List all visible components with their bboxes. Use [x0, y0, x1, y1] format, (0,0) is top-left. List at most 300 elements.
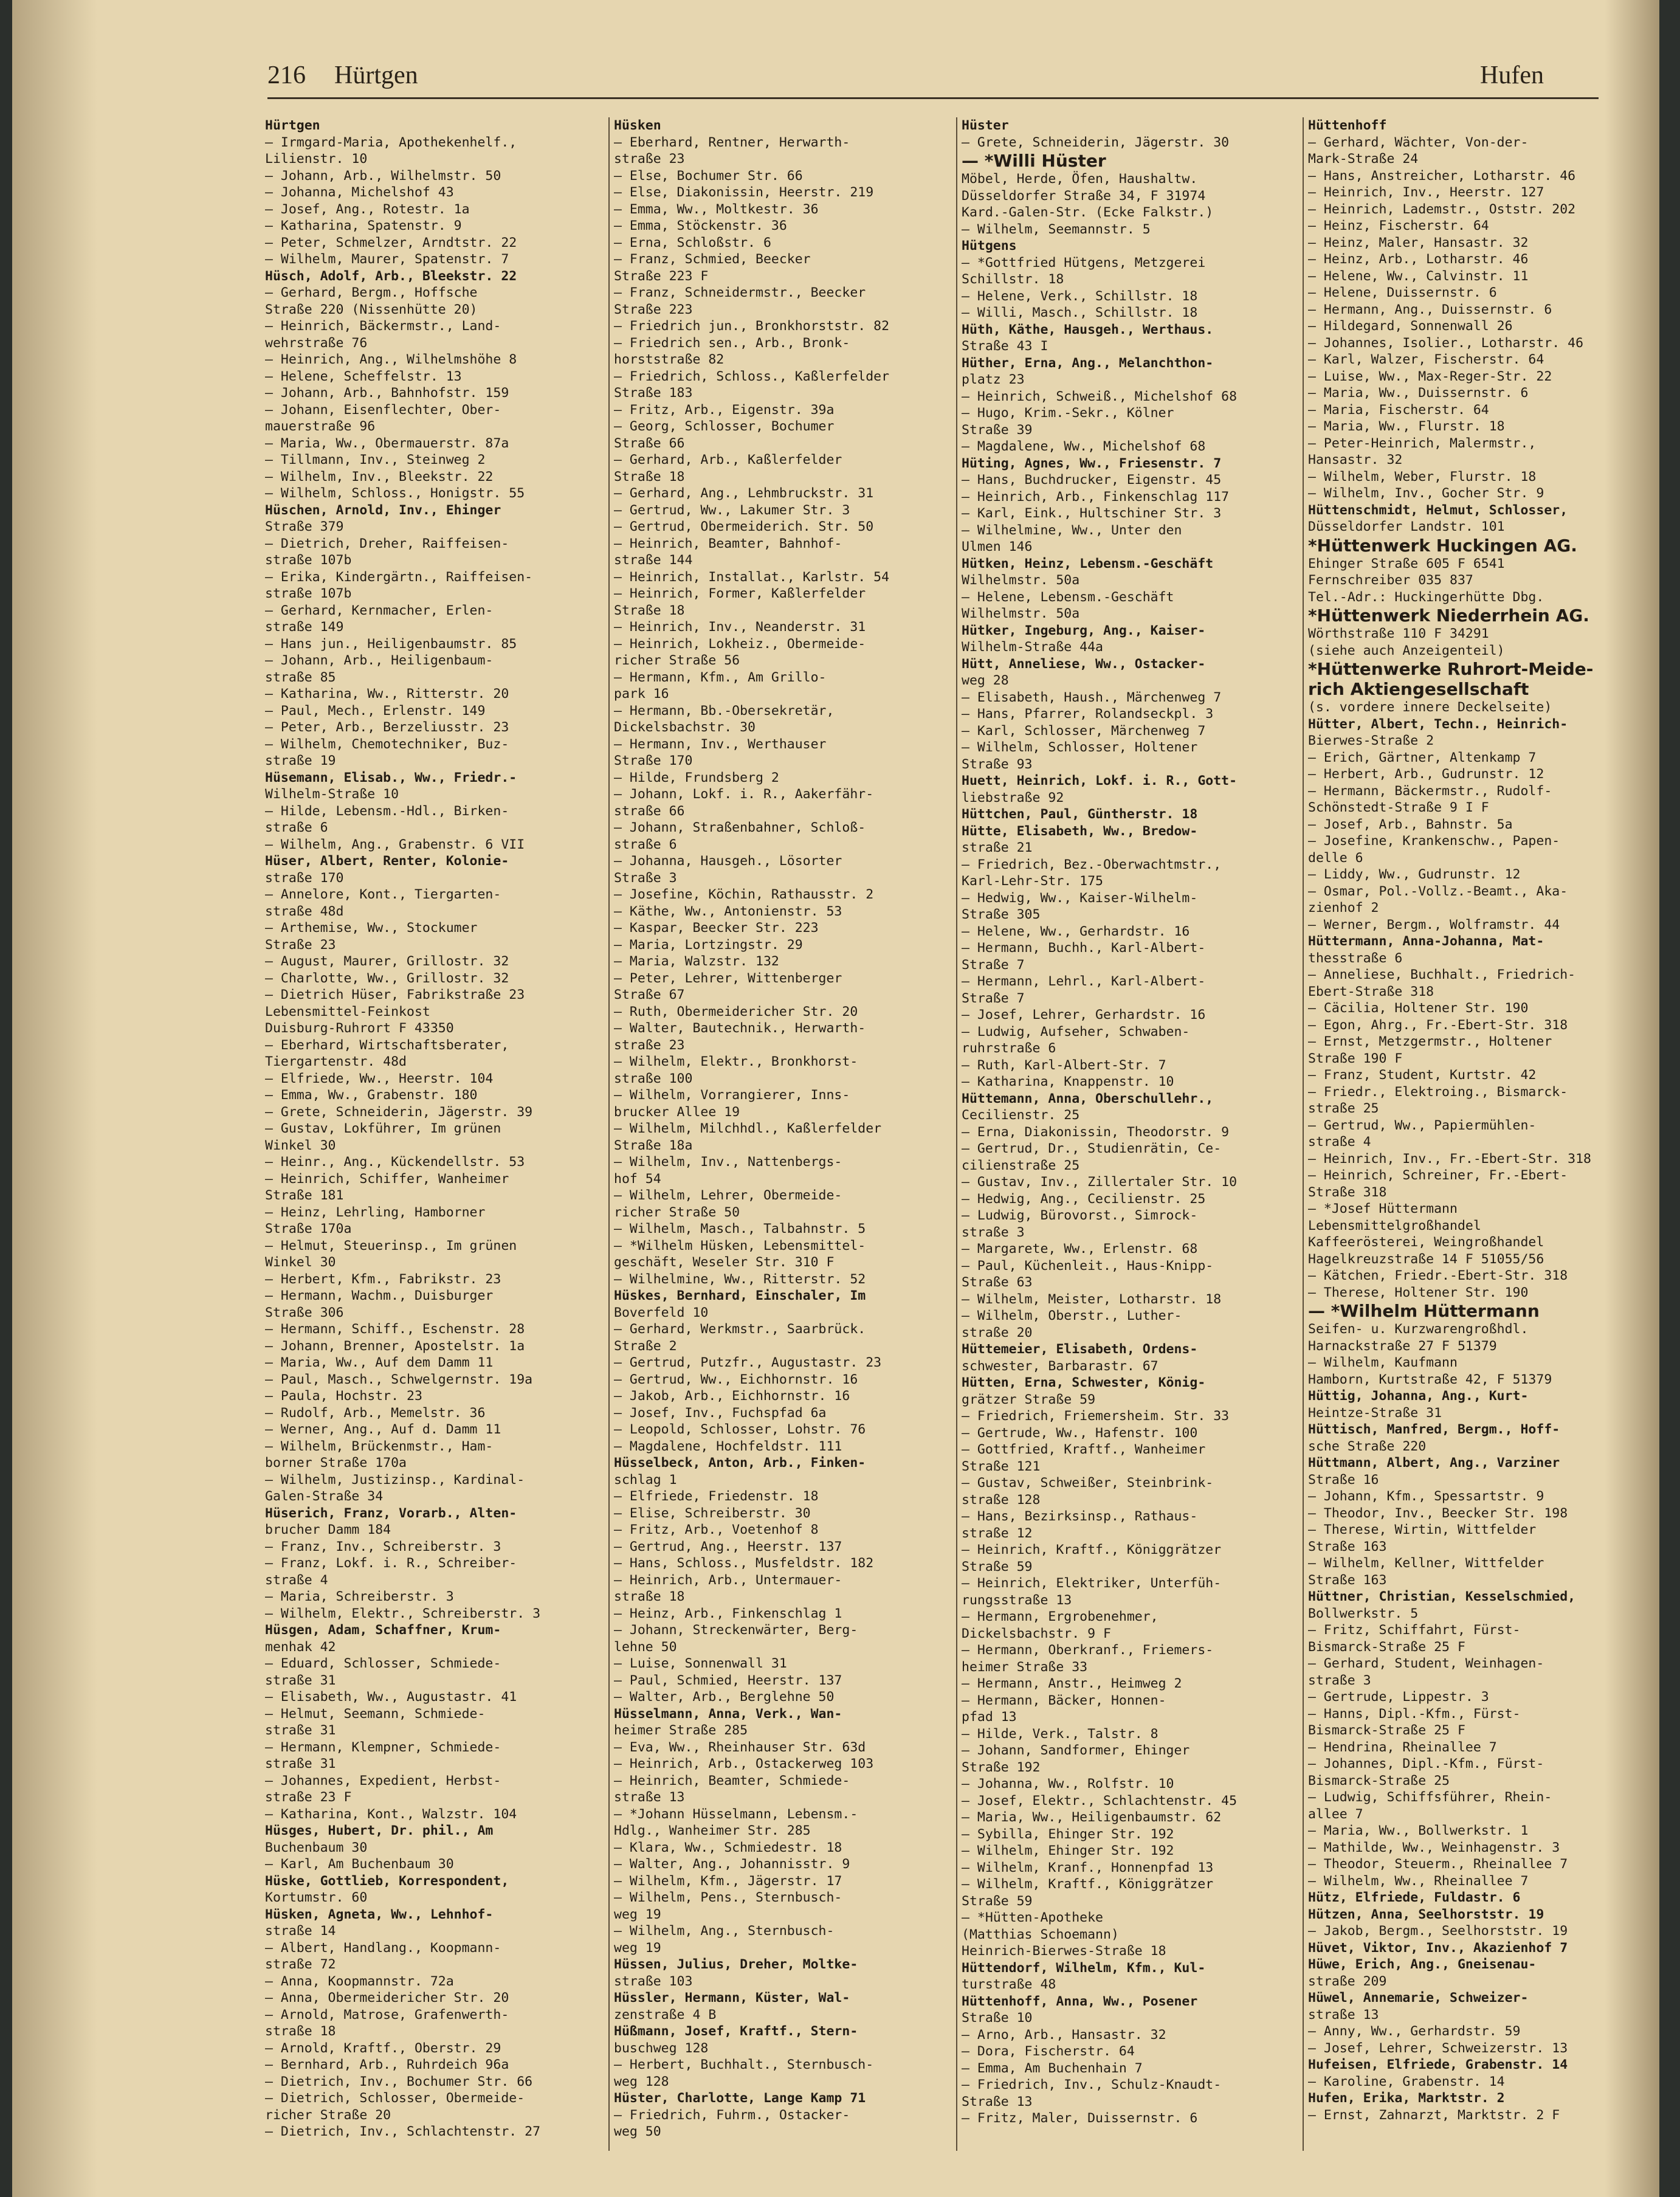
- entry-line: — Gertrud, Ww., Papiermühlen-: [1308, 1117, 1537, 1133]
- entry-heading: Hüttmann, Albert, Ang., Varziner: [1308, 1455, 1560, 1471]
- entry-line: — Helene, Duissernstr. 6: [1308, 285, 1497, 300]
- entry-heading: Hüsch, Adolf, Arb., Bleekstr. 22: [265, 268, 517, 284]
- entry-line: thesstraße 6: [1308, 950, 1403, 966]
- entry-line: — Hans, Pfarrer, Rolandseckpl. 3: [962, 706, 1214, 722]
- entry-line: — Heinrich, Schiffer, Wanheimer: [265, 1171, 509, 1187]
- entry-line: — Heinrich, Inv., Heerstr. 127: [1308, 185, 1544, 200]
- entry-heading: Hüssen, Julius, Dreher, Moltke-: [614, 1957, 858, 1972]
- entry-line: Cecilienstr. 25: [962, 1108, 1080, 1123]
- entry-line: — Gustav, Inv., Zillertaler Str. 10: [962, 1174, 1238, 1190]
- entry-line: Wilhelmstr. 50a: [962, 573, 1080, 588]
- entry-line: — Elfriede, Ww., Heerstr. 104: [265, 1071, 494, 1086]
- entry-line: — Franz, Schmied, Beecker: [614, 252, 811, 267]
- entry-line: — Gustav, Lokführer, Im grünen: [265, 1121, 501, 1136]
- entry-heading: Hütte, Elisabeth, Ww., Bredow-: [962, 823, 1198, 839]
- entry-line: Ulmen 146: [962, 539, 1033, 554]
- entry-line: — Herbert, Arb., Gudrunstr. 12: [1308, 767, 1544, 782]
- entry-line: — Johanna, Hausgeh., Lösorter: [614, 854, 842, 869]
- entry-line: Straße 67: [614, 987, 685, 1002]
- entry-line: buschweg 128: [614, 2040, 709, 2056]
- entry-heading: Hüser, Albert, Renter, Kolonie-: [265, 854, 509, 869]
- entry-line: — Maria, Ww., Duissernstr. 6: [1308, 385, 1529, 401]
- entry-line: — Erika, Kindergärtn., Raiffeisen-: [265, 569, 533, 585]
- entry-line: — Hans, Bezirksinsp., Rathaus-: [962, 1509, 1198, 1524]
- entry-line: — Gottfried, Kraftf., Wanheimer: [962, 1442, 1206, 1457]
- entry-line: — Peter, Arb., Berzeliusstr. 23: [265, 720, 509, 735]
- entry-line: — Friedr., Elektroing., Bismarck-: [1308, 1084, 1568, 1100]
- entry-line: straße 14: [265, 1923, 336, 1939]
- entry-line: — Karl, Schlosser, Märchenweg 7: [962, 723, 1206, 739]
- entry-line: — Hermann, Lehrl., Karl-Albert-: [962, 974, 1206, 989]
- entry-line: — Ernst, Metzgermstr., Holtener: [1308, 1034, 1552, 1049]
- entry-line: — Hans jun., Heiligenbaumstr. 85: [265, 636, 517, 652]
- entry-line: — Magdalene, Hochfeldstr. 111: [614, 1438, 842, 1454]
- entry-line: — *Gottfried Hütgens, Metzgerei: [962, 255, 1206, 271]
- entry-line: straße 6: [614, 836, 677, 852]
- entry-line: — Gertrud, Putzfr., Augustastr. 23: [614, 1355, 882, 1370]
- entry-line: — Paul, Mech., Erlenstr. 149: [265, 703, 486, 719]
- entry-line: straße 6: [265, 820, 328, 835]
- entry-heading: Hütgens: [962, 238, 1017, 254]
- entry-line: schlag 1: [614, 1472, 677, 1488]
- entry-line: — Peter, Schmelzer, Arndtstr. 22: [265, 235, 517, 250]
- entry-line: — Cäcilia, Holtener Str. 190: [1308, 1001, 1529, 1016]
- entry-heading: Hüsselbeck, Anton, Arb., Finken-: [614, 1455, 866, 1471]
- entry-line: Winkel 30: [265, 1255, 336, 1270]
- entry-line: weg 128: [614, 2074, 669, 2089]
- entry-line: — Friedrich, Inv., Schulz-Knaudt-: [962, 2077, 1222, 2092]
- entry-line: — Theodor, Steuerm., Rheinallee 7: [1308, 1857, 1568, 1872]
- entry-heading: Hüting, Agnes, Ww., Friesenstr. 7: [962, 455, 1222, 471]
- entry-heading: — *Wilhelm Hüttermann: [1308, 1301, 1540, 1321]
- column-divider: [956, 117, 957, 2151]
- column-divider: [608, 117, 610, 2151]
- entry-line: straße 48d: [265, 903, 344, 919]
- entry-line: Mark-Straße 24: [1308, 151, 1419, 167]
- entry-line: Straße 121: [962, 1458, 1041, 1474]
- entry-heading: Hüwe, Erich, Ang., Gneisenau-: [1308, 1957, 1537, 1972]
- entry-line: Seifen- u. Kurzwarengroßhdl.: [1308, 1322, 1529, 1337]
- entry-line: — Wilhelm, Brückenmstr., Ham-: [265, 1438, 494, 1454]
- entry-line: — Johann, Straßenbahner, Schloß-: [614, 820, 866, 835]
- entry-heading: Hüßmann, Josef, Kraftf., Stern-: [614, 2024, 858, 2039]
- entry-line: — Karl, Eink., Hultschiner Str. 3: [962, 506, 1222, 521]
- entry-line: Straße 18a: [614, 1137, 693, 1153]
- entry-line: Kortumstr. 60: [265, 1890, 368, 1905]
- entry-line: — Heinrich, Arb., Untermauer-: [614, 1572, 842, 1588]
- entry-heading: Hüssler, Hermann, Küster, Wal-: [614, 1990, 850, 2006]
- entry-line: — *Johann Hüsselmann, Lebensm.-: [614, 1806, 858, 1822]
- entry-line: turstraße 48: [962, 1977, 1056, 1992]
- entry-line: pfad 13: [962, 1709, 1017, 1725]
- entry-line: — Erna, Schloßstr. 6: [614, 235, 771, 250]
- entry-line: — Johann, Sandformer, Ehinger: [962, 1743, 1190, 1758]
- entry-line: — Hermann, Buchh., Karl-Albert-: [962, 940, 1206, 956]
- entry-line: — Herbert, Buchhalt., Sternbusch-: [614, 2057, 874, 2072]
- entry-heading: Hütken, Heinz, Lebensm.-Geschäft: [962, 556, 1214, 571]
- entry-line: Straße 223: [614, 302, 693, 317]
- entry-line: — Franz, Schneidermstr., Beecker: [614, 285, 866, 300]
- entry-line: grätzer Straße 59: [962, 1392, 1096, 1407]
- entry-heading: Hürtgen: [265, 118, 320, 133]
- entry-line: brucker Allee 19: [614, 1104, 740, 1120]
- entry-line: — Emma, Stöckenstr. 36: [614, 218, 787, 233]
- entry-line: — Fritz, Schiffahrt, Fürst-: [1308, 1623, 1521, 1638]
- entry-line: straße 19: [265, 753, 336, 768]
- entry-line: — Wilhelm, Kraftf., Königgrätzer: [962, 1877, 1214, 1892]
- entry-line: — Heinrich, Schreiner, Fr.-Ebert-: [1308, 1168, 1568, 1183]
- entry-line: straße 66: [614, 803, 685, 819]
- entry-line: — Maria, Fischerstr. 64: [1308, 402, 1489, 418]
- entry-line: Straße 183: [614, 385, 693, 401]
- entry-line: Straße 43 I: [962, 339, 1048, 354]
- entry-line: rungsstraße 13: [962, 1592, 1072, 1608]
- entry-line: — Paul, Schmied, Heerstr. 137: [614, 1672, 842, 1688]
- entry-line: — Käthe, Ww., Antonienstr. 53: [614, 903, 842, 919]
- entry-line: — Paul, Küchenleit., Haus-Knipp-: [962, 1258, 1214, 1274]
- entry-line: — Leopold, Schlosser, Lohstr. 76: [614, 1422, 866, 1437]
- entry-line: — Wilhelm, Elektr., Bronkhorst-: [614, 1054, 858, 1069]
- entry-line: — Gerhard, Arb., Kaßlerfelder: [614, 452, 842, 467]
- entry-line: — Ludwig, Aufseher, Schwaben-: [962, 1024, 1190, 1040]
- entry-line: — Johann, Brenner, Apostelstr. 1a: [265, 1338, 525, 1354]
- entry-line: — Ruth, Karl-Albert-Str. 7: [962, 1057, 1166, 1073]
- entry-line: — Hermann, Ang., Duissernstr. 6: [1308, 302, 1552, 317]
- entry-line: — Friedrich, Friemersheim. Str. 33: [962, 1409, 1230, 1424]
- entry-line: — Maria, Walzstr. 132: [614, 954, 779, 969]
- entry-line: weg 19: [614, 1940, 661, 1956]
- entry-line: — Heinrich, Schweiß., Michelshof 68: [962, 388, 1238, 404]
- entry-line: — Friedrich, Bez.-Oberwachtmstr.,: [962, 857, 1222, 872]
- entry-line: — Albert, Handlang., Koopmann-: [265, 1940, 501, 1956]
- entry-line: — Wilhelm, Pens., Sternbusch-: [614, 1890, 842, 1905]
- entry-line: — Katharina, Spatenstr. 9: [265, 218, 462, 233]
- entry-line: — Wilhelm, Schloss., Honigstr. 55: [265, 486, 525, 501]
- entry-line: Straße 23: [265, 937, 336, 953]
- entry-line: Tiergartenstr. 48d: [265, 1054, 407, 1069]
- entry-line: — Johannes, Isolier., Lotharstr. 46: [1308, 335, 1584, 351]
- entry-line: Galen-Straße 34: [265, 1489, 384, 1504]
- entry-line: Straße 379: [265, 519, 344, 534]
- entry-line: — Wilhelmine, Ww., Unter den: [962, 522, 1182, 538]
- entry-line: Kard.-Galen-Str. (Ecke Falkstr.): [962, 205, 1214, 220]
- entry-line: straße 85: [265, 669, 336, 685]
- entry-line: — Hedwig, Ang., Cecilienstr. 25: [962, 1191, 1206, 1207]
- entry-line: — Johann, Arb., Wilhelmstr. 50: [265, 168, 501, 184]
- entry-line: ruhrstraße 6: [962, 1041, 1056, 1056]
- entry-heading: Hufeisen, Elfriede, Grabenstr. 14: [1308, 2057, 1568, 2072]
- entry-line: — Wilhelm, Inv., Gocher Str. 9: [1308, 486, 1544, 501]
- entry-line: Straße 192: [962, 1759, 1041, 1775]
- entry-line: — Wilhelm, Ehinger Str. 192: [962, 1843, 1174, 1858]
- entry-line: — Erna, Diakonissin, Theodorstr. 9: [962, 1124, 1230, 1140]
- entry-heading: *Hüttenwerk Huckingen AG.: [1308, 535, 1577, 556]
- entry-line: Dickelsbachstr. 30: [614, 720, 756, 735]
- entry-line: Bismarck-Straße 25 F: [1308, 1639, 1465, 1655]
- entry-line: — Friedrich, Fuhrm., Ostacker-: [614, 2107, 850, 2123]
- entry-line: Heinrich-Bierwes-Straße 18: [962, 1944, 1166, 1959]
- entry-line: — Kaspar, Beecker Str. 223: [614, 920, 819, 936]
- entry-line: straße 3: [962, 1224, 1025, 1240]
- entry-heading: Hüsken, Agneta, Ww., Lehnhof-: [265, 1906, 494, 1922]
- entry-line: — Wilhelm, Schlosser, Holtener: [962, 740, 1198, 755]
- entry-line: — Eduard, Schlosser, Schmiede-: [265, 1656, 501, 1671]
- entry-line: — Werner, Ang., Auf d. Damm 11: [265, 1422, 501, 1437]
- entry-line: — Wilhelm, Vorrangierer, Inns-: [614, 1088, 850, 1103]
- entry-line: — Helmut, Steuerinsp., Im grünen: [265, 1238, 517, 1254]
- entry-line: — Katharina, Knappenstr. 10: [962, 1074, 1174, 1089]
- entry-line: richer Straße 20: [265, 2107, 391, 2123]
- entry-line: — Heinz, Maler, Hansastr. 32: [1308, 235, 1529, 250]
- entry-heading: Hüttemeier, Elisabeth, Ordens-: [962, 1342, 1198, 1357]
- entry-line: Duisburg-Ruhrort F 43350: [265, 1021, 454, 1036]
- entry-line: straße 18: [614, 1589, 685, 1604]
- entry-line: — Tillmann, Inv., Steinweg 2: [265, 452, 486, 467]
- entry-line: — Anna, Koopmannstr. 72a: [265, 1973, 454, 1989]
- entry-line: — Josef, Lehrer, Schweizerstr. 13: [1308, 2040, 1568, 2056]
- entry-line: delle 6: [1308, 850, 1363, 866]
- entry-line: — Bernhard, Arb., Ruhrdeich 96a: [265, 2057, 509, 2072]
- entry-line: — Hans, Anstreicher, Lotharstr. 46: [1308, 168, 1576, 184]
- entry-line: — Wilhelm, Kaufmann: [1308, 1355, 1458, 1370]
- entry-line: — Hilde, Lebensm.-Hdl., Birken-: [265, 803, 509, 819]
- entry-heading: — *Willi Hüster: [962, 151, 1106, 171]
- entry-line: — *Hütten-Apotheke: [962, 1910, 1103, 1925]
- entry-line: Straße 318: [1308, 1184, 1387, 1200]
- entry-line: — Hermann, Anstr., Heimweg 2: [962, 1676, 1182, 1691]
- entry-line: — Hedwig, Ww., Kaiser-Wilhelm-: [962, 890, 1198, 906]
- entry-line: Boverfeld 10: [614, 1305, 709, 1320]
- entry-line: geschäft, Weseler Str. 310 F: [614, 1255, 835, 1270]
- entry-line: straße 23: [614, 1037, 685, 1053]
- entry-line: — Maria, Ww., Auf dem Damm 11: [265, 1355, 494, 1370]
- entry-line: — Else, Bochumer Str. 66: [614, 168, 803, 184]
- entry-line: — Helene, Verk., Schillstr. 18: [962, 288, 1198, 304]
- entry-line: — Johanna, Michelshof 43: [265, 185, 454, 200]
- entry-line: straße 107b: [265, 553, 352, 568]
- entry-heading: Hütker, Ingeburg, Ang., Kaiser-: [962, 623, 1206, 638]
- entry-line: allee 7: [1308, 1806, 1363, 1822]
- entry-line: Straße 16: [1308, 1472, 1379, 1488]
- entry-line: Heintze-Straße 31: [1308, 1405, 1442, 1421]
- entry-line: — Hermann, Wachm., Duisburger: [265, 1288, 494, 1303]
- entry-line: Schillstr. 18: [962, 272, 1064, 287]
- entry-line: — Hilde, Frundsberg 2: [614, 770, 779, 785]
- entry-line: — Helmut, Seemann, Schmiede-: [265, 1706, 486, 1722]
- entry-line: — Hanns, Dipl.-Kfm., Fürst-: [1308, 1706, 1521, 1722]
- entry-line: — Paul, Masch., Schwelgernstr. 19a: [265, 1371, 533, 1387]
- entry-line: straße 31: [265, 1723, 336, 1738]
- entry-line: — Hermann, Oberkranf., Friemers-: [962, 1643, 1214, 1658]
- entry-line: Straße 181: [265, 1188, 344, 1203]
- entry-line: — Herbert, Kfm., Fabrikstr. 23: [265, 1271, 501, 1287]
- entry-line: — Gustav, Schweißer, Steinbrink-: [962, 1475, 1214, 1491]
- entry-line: — Arnold, Kraftf., Oberstr. 29: [265, 2040, 501, 2056]
- entry-line: — Johannes, Expedient, Herbst-: [265, 1773, 501, 1788]
- entry-line: — Egon, Ahrg., Fr.-Ebert-Str. 318: [1308, 1017, 1568, 1033]
- entry-line: straße 170: [265, 870, 344, 886]
- entry-line: — Wilhelm, Kfm., Jägerstr. 17: [614, 1873, 842, 1889]
- entry-line: — Hermann, Bb.-Obersekretär,: [614, 703, 835, 719]
- entry-heading: *Hüttenwerke Ruhrort-Meide-: [1308, 659, 1594, 679]
- entry-line: — Charlotte, Ww., Grillostr. 32: [265, 970, 509, 986]
- entry-heading: Hüttig, Johanna, Ang., Kurt-: [1308, 1388, 1529, 1404]
- entry-line: — Friedrich sen., Arb., Bronk-: [614, 335, 850, 351]
- entry-line: — Walter, Arb., Berglehne 50: [614, 1689, 835, 1705]
- entry-line: — Luise, Ww., Max-Reger-Str. 22: [1308, 368, 1552, 384]
- entry-line: — Arno, Arb., Hansastr. 32: [962, 2027, 1166, 2043]
- directory-column-2: [614, 117, 951, 2160]
- entry-line: — Elisabeth, Haush., Märchenweg 7: [962, 689, 1222, 705]
- entry-line: — Dietrich, Inv., Bochumer Str. 66: [265, 2074, 533, 2089]
- entry-line: — Wilhelm, Elektr., Schreiberstr. 3: [265, 1606, 541, 1621]
- entry-line: Straße 18: [614, 602, 685, 618]
- entry-line: cilienstraße 25: [962, 1157, 1080, 1173]
- entry-line: — Josef, Lehrer, Gerhardstr. 16: [962, 1007, 1206, 1023]
- entry-line: — Gertrude, Lippestr. 3: [1308, 1689, 1489, 1705]
- entry-line: Ehinger Straße 605 F 6541: [1308, 556, 1505, 571]
- entry-line: — Anneliese, Buchhalt., Friedrich-: [1308, 967, 1576, 982]
- entry-line: — Georg, Schlosser, Bochumer: [614, 419, 835, 434]
- entry-line: — Wilhelm, Chemotechniker, Buz-: [265, 736, 509, 752]
- entry-heading: Hütt, Anneliese, Ww., Ostacker-: [962, 656, 1206, 672]
- entry-line: Straße 7: [962, 990, 1025, 1006]
- entry-line: Straße 306: [265, 1305, 344, 1320]
- entry-line: — Therese, Wirtin, Wittfelder: [1308, 1522, 1537, 1537]
- entry-line: Möbel, Herde, Öfen, Haushaltw.: [962, 171, 1198, 187]
- entry-heading: Hützen, Anna, Seelhorststr. 19: [1308, 1906, 1544, 1922]
- entry-line: Straße 39: [962, 422, 1033, 438]
- entry-line: — Hugo, Krim.-Sekr., Kölner: [962, 405, 1174, 421]
- entry-line: hof 54: [614, 1171, 661, 1187]
- entry-line: — Hermann, Ergrobenehmer,: [962, 1609, 1158, 1624]
- entry-line: — Josef, Arb., Bahnstr. 5a: [1308, 816, 1513, 832]
- entry-heading: Hüster, Charlotte, Lange Kamp 71: [614, 2091, 866, 2106]
- entry-line: — *Josef Hüttermann: [1308, 1201, 1458, 1216]
- entry-line: — Wilhelm, Masch., Talbahnstr. 5: [614, 1221, 866, 1236]
- entry-line: Hagelkreuzstraße 14 F 51055/56: [1308, 1251, 1544, 1267]
- entry-line: straße 103: [614, 1973, 693, 1989]
- entry-line: Lilienstr. 10: [265, 151, 368, 167]
- entry-line: Straße 59: [962, 1893, 1033, 1909]
- entry-line: — Osmar, Pol.-Vollz.-Beamt., Aka-: [1308, 883, 1568, 899]
- entry-line: — Sybilla, Ehinger Str. 192: [962, 1826, 1174, 1842]
- entry-line: straße 100: [614, 1071, 693, 1086]
- entry-line: Straße 220 (Nissenhütte 20): [265, 302, 478, 317]
- entry-line: — Dietrich, Dreher, Raiffeisen-: [265, 536, 509, 551]
- entry-line: straße 4: [265, 1572, 328, 1588]
- entry-line: (s. vordere innere Deckelseite): [1308, 700, 1552, 715]
- entry-line: — Heinz, Fischerstr. 64: [1308, 218, 1489, 233]
- entry-line: — Hans, Buchdrucker, Eigenstr. 45: [962, 472, 1222, 488]
- entry-line: — Heinrich, Beamter, Schmiede-: [614, 1773, 850, 1788]
- entry-heading: Hüsges, Hubert, Dr. phil., Am: [265, 1823, 494, 1838]
- entry-line: — Heinrich, Elektriker, Unterfüh-: [962, 1576, 1222, 1591]
- entry-line: — Josefine, Krankenschw., Papen-: [1308, 833, 1560, 849]
- entry-line: — Walter, Bautechnik., Herwarth-: [614, 1021, 866, 1036]
- entry-line: — Josef, Ang., Rotestr. 1a: [265, 201, 470, 217]
- entry-line: — Wilhelm, Weber, Flurstr. 18: [1308, 469, 1537, 485]
- entry-line: Bollwerkstr. 5: [1308, 1606, 1419, 1621]
- entry-line: — Arthemise, Ww., Stockumer: [265, 920, 478, 936]
- entry-line: — Peter-Heinrich, Malermstr.,: [1308, 435, 1537, 451]
- entry-line: — Gerhard, Wächter, Von-der-: [1308, 134, 1529, 150]
- entry-line: straße 3: [1308, 1672, 1371, 1688]
- entry-line: — August, Maurer, Grillostr. 32: [265, 954, 509, 969]
- entry-line: — Eva, Ww., Rheinhauser Str. 63d: [614, 1739, 866, 1755]
- entry-line: — Elfriede, Friedenstr. 18: [614, 1489, 819, 1504]
- entry-line: — Heinrich, Installat., Karlstr. 54: [614, 569, 890, 585]
- entry-line: Straße 170: [614, 753, 693, 768]
- entry-line: — Fritz, Maler, Duissernstr. 6: [962, 2111, 1198, 2126]
- entry-line: Karl-Lehr-Str. 175: [962, 874, 1103, 889]
- entry-line: straße 20: [962, 1325, 1033, 1340]
- entry-line: mauerstraße 96: [265, 419, 376, 434]
- entry-line: — Johannes, Dipl.-Kfm., Fürst-: [1308, 1756, 1544, 1771]
- entry-line: straße 12: [962, 1525, 1033, 1541]
- page-header: [267, 61, 1592, 97]
- entry-line: straße 149: [265, 619, 344, 635]
- entry-line: straße 18: [265, 2024, 336, 2039]
- entry-line: straße 23 F: [265, 1790, 352, 1805]
- entry-line: menhak 42: [265, 1639, 336, 1655]
- entry-line: — Wilhelm, Lehrer, Obermeide-: [614, 1188, 842, 1203]
- entry-heading: Hüttisch, Manfred, Bergm., Hoff-: [1308, 1422, 1560, 1437]
- entry-line: — Johann, Kfm., Spessartstr. 9: [1308, 1489, 1544, 1504]
- entry-line: Straße 66: [614, 435, 685, 451]
- entry-line: Straße 3: [614, 870, 677, 886]
- entry-line: Wilhelm-Straße 44a: [962, 640, 1103, 655]
- entry-line: — Jakob, Arb., Eichhornstr. 16: [614, 1388, 850, 1404]
- entry-line: — Josefine, Köchin, Rathausstr. 2: [614, 887, 874, 902]
- entry-line: — Heinrich, Arb., Ostackerweg 103: [614, 1756, 874, 1771]
- entry-line: Straße 59: [962, 1559, 1033, 1574]
- entry-line: — Karl, Walzer, Fischerstr. 64: [1308, 352, 1544, 367]
- entry-line: — Maria, Schreiberstr. 3: [265, 1589, 454, 1604]
- entry-heading: *Hüttenwerk Niederrhein AG.: [1308, 605, 1589, 626]
- entry-line: — Gertrud, Ww., Lakumer Str. 3: [614, 502, 850, 518]
- entry-line: — Anny, Ww., Gerhardstr. 59: [1308, 2024, 1521, 2039]
- entry-line: — Walter, Ang., Johannisstr. 9: [614, 1857, 850, 1872]
- entry-line: — Hilde, Verk., Talstr. 8: [962, 1726, 1158, 1742]
- entry-line: — Annelore, Kont., Tiergarten-: [265, 887, 501, 902]
- entry-line: borner Straße 170a: [265, 1455, 407, 1471]
- header-left-keyword: Hürtgen: [334, 61, 418, 89]
- entry-line: — Theodor, Inv., Beecker Str. 198: [1308, 1505, 1568, 1521]
- entry-line: — Magdalene, Ww., Michelshof 68: [962, 439, 1206, 454]
- entry-line: Wilhelmstr. 50a: [962, 606, 1080, 621]
- entry-line: — Wilhelm, Ang., Sternbusch-: [614, 1923, 835, 1939]
- entry-line: straße 31: [265, 1672, 336, 1688]
- entry-heading: Hüttenschmidt, Helmut, Schlosser,: [1308, 502, 1568, 518]
- entry-line: — Jakob, Bergm., Seelhorststr. 19: [1308, 1923, 1568, 1939]
- entry-line: straße 25: [1308, 1101, 1379, 1116]
- entry-line: — Friedrich jun., Bronkhorststr. 82: [614, 319, 890, 334]
- entry-line: — Katharina, Ww., Ritterstr. 20: [265, 686, 509, 702]
- entry-line: Wörthstraße 110 F 34291: [1308, 626, 1489, 641]
- entry-heading: Hüsselmann, Anna, Verk., Wan-: [614, 1706, 842, 1722]
- entry-line: Straße 13: [962, 2094, 1033, 2109]
- entry-heading: Hüttchen, Paul, Güntherstr. 18: [962, 807, 1198, 822]
- entry-line: — Franz, Student, Kurtstr. 42: [1308, 1067, 1537, 1083]
- entry-line: — Wilhelm, Kellner, Wittfelder: [1308, 1556, 1544, 1571]
- entry-line: straße 72: [265, 1957, 336, 1972]
- entry-heading: Hüwel, Annemarie, Schweizer-: [1308, 1990, 1529, 2006]
- entry-line: — Eberhard, Wirtschaftsberater,: [265, 1037, 509, 1053]
- entry-line: straße 31: [265, 1756, 336, 1771]
- entry-line: — Gerhard, Werkmstr., Saarbrück.: [614, 1322, 866, 1337]
- entry-line: richer Straße 50: [614, 1204, 740, 1220]
